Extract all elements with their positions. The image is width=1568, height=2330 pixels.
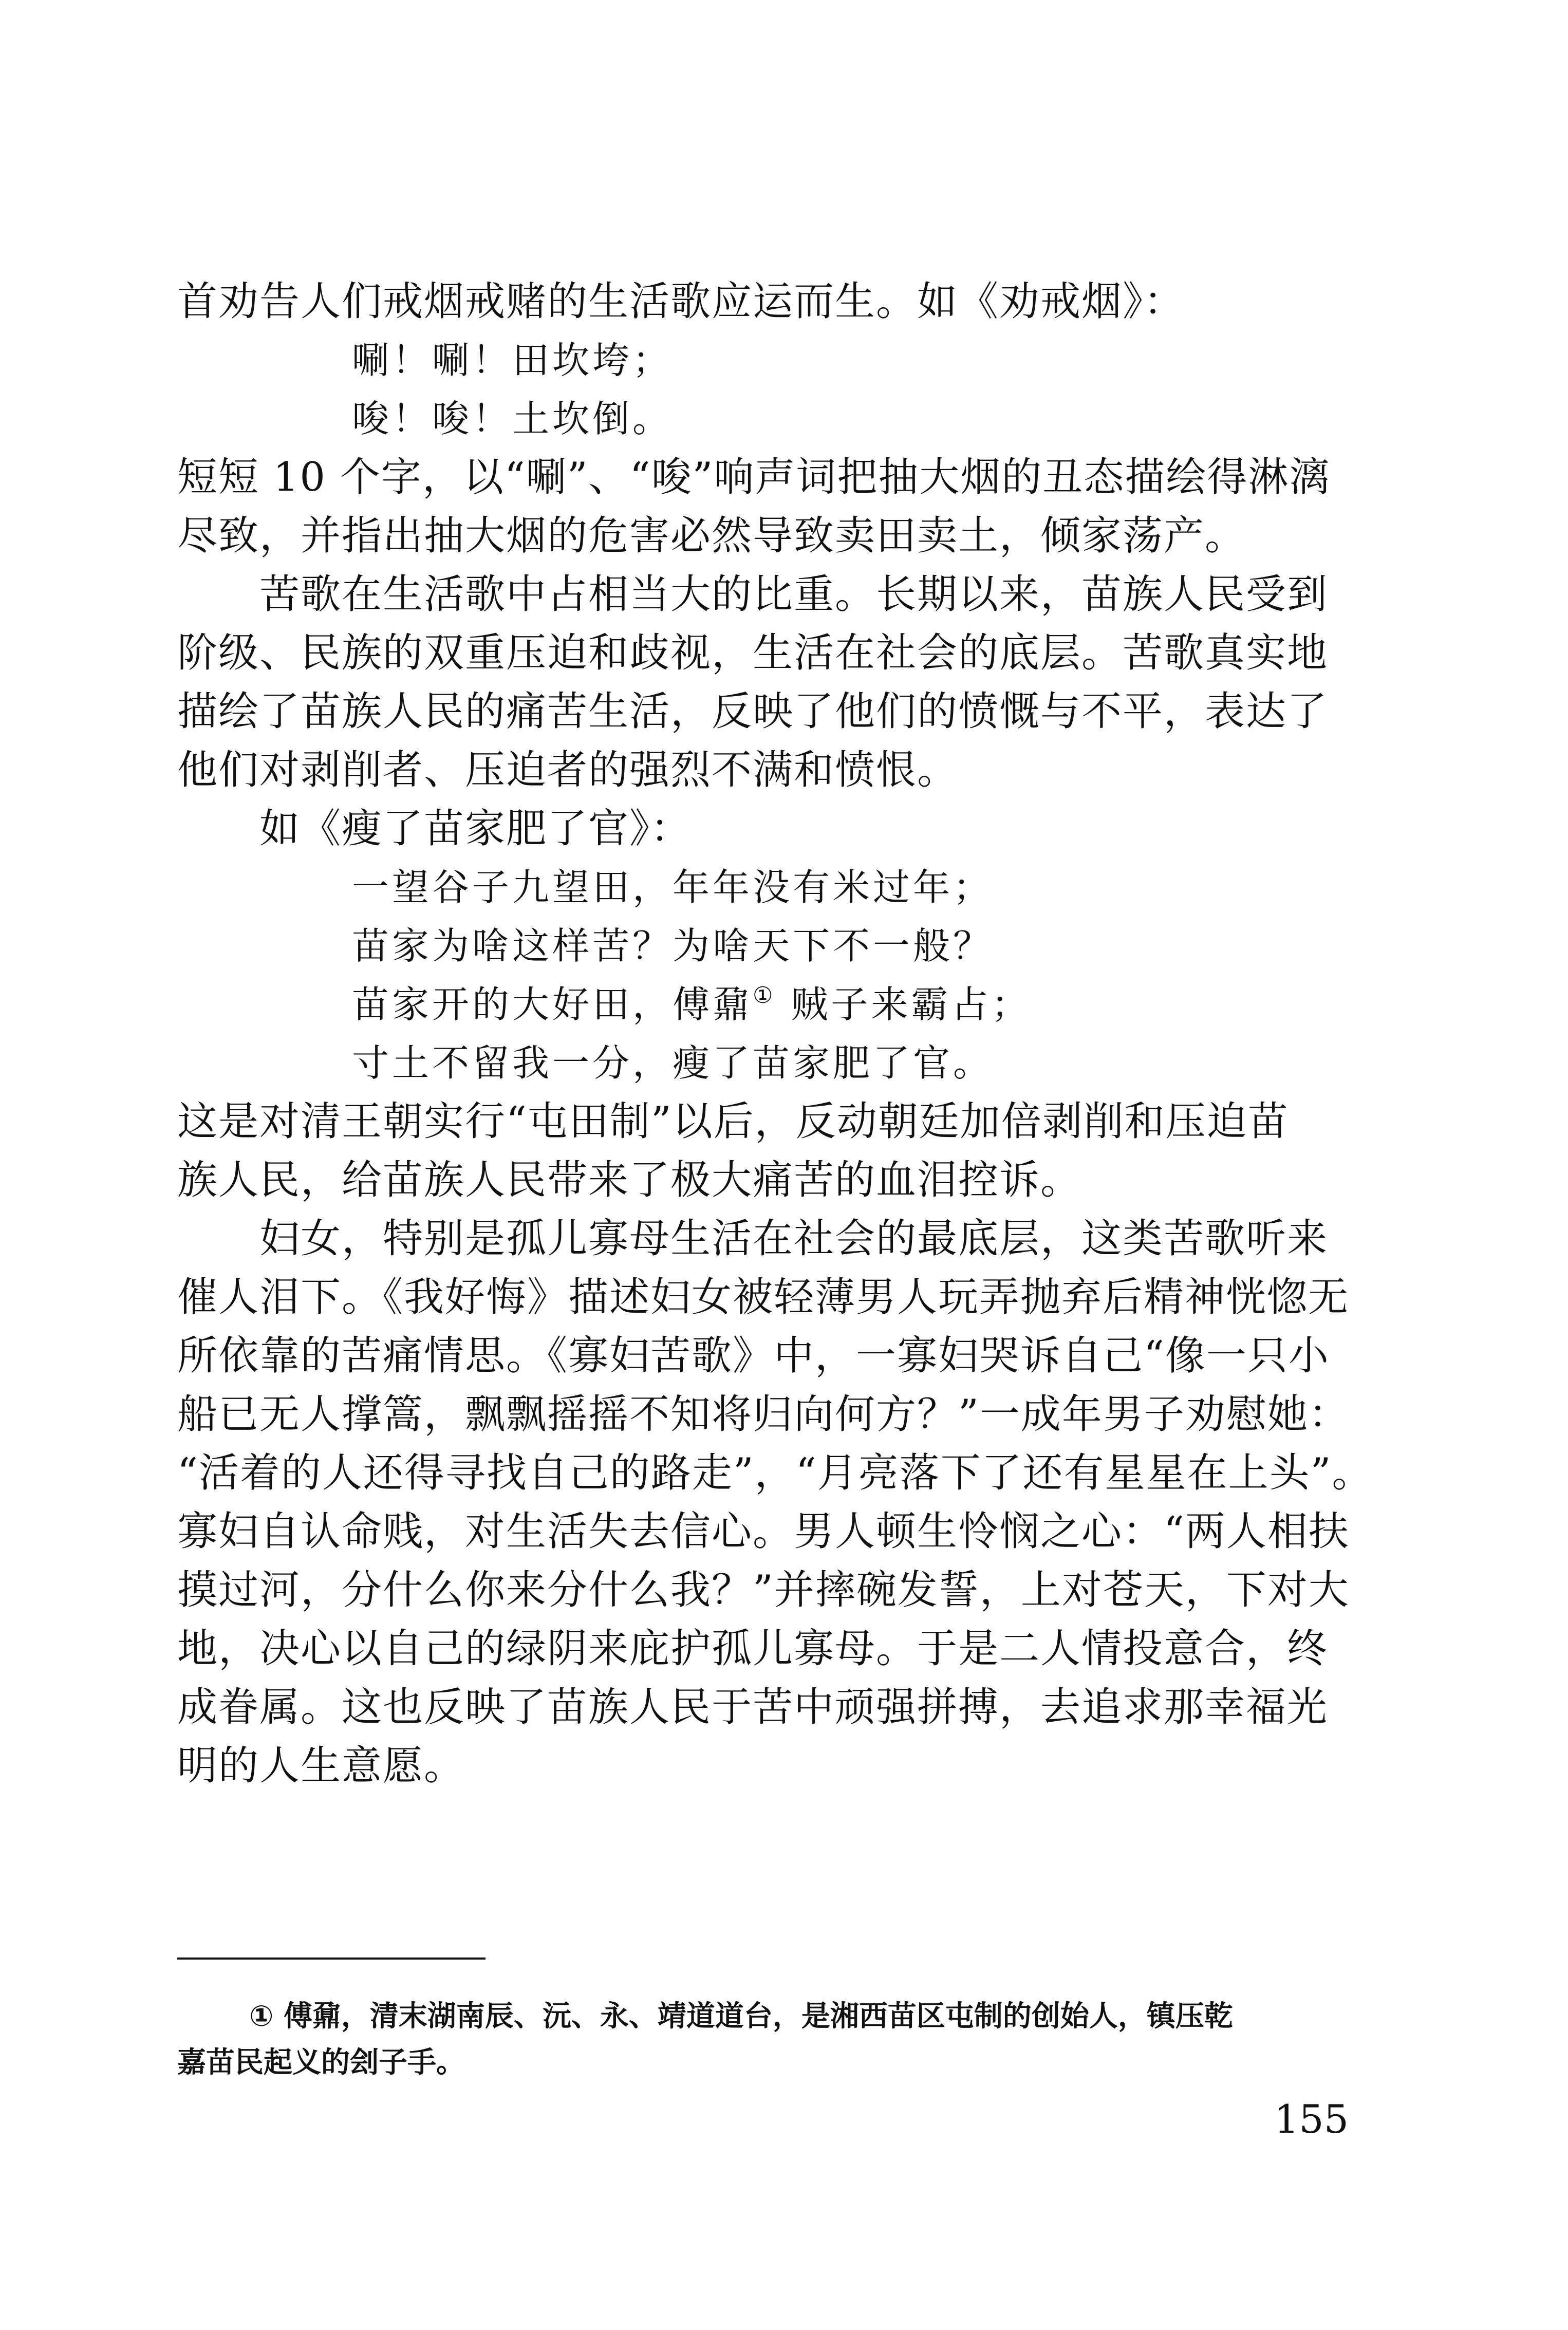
poem-line: 一望谷子九望田，年年没有米过年； <box>352 866 994 909</box>
poem-line-part: 贼子来霸占； <box>791 983 1032 1026</box>
text-line: 所依靠的苦痛情思。《寡妇苦歌》中，一寡妇哭诉自己“像一只小 <box>177 1333 1330 1379</box>
poem-line: 寸土不留我一分，瘦了苗家肥了官。 <box>352 1041 994 1085</box>
text-line: 他们对剥削者、压迫者的强烈不满和愤恨。 <box>177 747 959 793</box>
footnote-marker: ① <box>753 982 776 1009</box>
text-line: 描绘了苗族人民的痛苦生活，反映了他们的愤慨与不平，表达了 <box>177 688 1329 735</box>
text-line: 族人民，给苗族人民带来了极大痛苦的血泪控诉。 <box>177 1157 1082 1203</box>
text-line: 寡妇自认命贱，对生活失去信心。男人顿生怜悯之心：“两人相扶 <box>177 1508 1350 1555</box>
text-line: 船已无人撑篙，飘飘摇摇不知将归向何方？”一成年男子劝慰她： <box>177 1391 1350 1438</box>
poem-line-part: 苗家开的大好田，傅鼐 <box>352 983 753 1026</box>
poem-line: 唆！唆！土坎倒。 <box>352 397 673 440</box>
poem-line: 唰！唰！田坎垮； <box>352 339 673 382</box>
paragraph-start-line: 苦歌在生活歌中占相当大的比重。长期以来，苗族人民受到 <box>259 571 1329 618</box>
text-line: 明的人生意愿。 <box>177 1743 465 1789</box>
page-number: 155 <box>1274 2096 1349 2142</box>
footnote <box>177 1993 1400 2086</box>
text-line: 地，决心以自己的绿阴来庇护孤儿寡母。于是二人情投意合，终 <box>177 1626 1329 1672</box>
text-line: 尽致，并指出抽大烟的危害必然导致卖田卖土，倾家荡产。 <box>177 513 1246 559</box>
text-line: “活着的人还得寻找自己的路走”，“月亮落下了还有星星在上头”。 <box>177 1450 1373 1496</box>
text-line: 阶级、民族的双重压迫和歧视，生活在社会的底层。苦歌真实地 <box>177 630 1329 676</box>
text-line: 成眷属。这也反映了苗族人民于苦中顽强拼搏，去追求那幸福光 <box>177 1684 1329 1730</box>
text-line: 摸过河，分什么你来分什么我？”并摔碗发誓，上对苍天，下对大 <box>177 1567 1350 1613</box>
poem-line: 苗家为啥这样苦？为啥天下不一般？ <box>352 924 994 967</box>
paragraph-start-line: 妇女，特别是孤儿寡母生活在社会的最底层，这类苦歌听来 <box>259 1216 1329 1262</box>
text-line: 首劝告人们戒烟戒赌的生活歌应运而生。如《劝戒烟》： <box>177 278 1185 325</box>
text-line: 催人泪下。《我好悔》描述妇女被轻薄男人玩弄抛弃后精神恍惚无 <box>177 1274 1350 1320</box>
paragraph-start-line: 如《瘦了苗家肥了官》： <box>259 806 692 852</box>
text-line: 这是对清王朝实行“屯田制”以后，反动朝廷加倍剥削和压迫苗 <box>177 1098 1289 1145</box>
text-line: 短短 10 个字，以“唰”、“唆”响声词把抽大烟的丑态描绘得淋漓 <box>177 454 1331 500</box>
poem-line <box>177 975 1400 1034</box>
footnote-line: 嘉苗民起义的刽子手。 <box>177 2046 465 2079</box>
main-text <box>177 272 1400 1795</box>
footnote-line: ① 傅鼐，清末湖南辰、沅、永、靖道道台，是湘西苗区屯制的创始人，镇压乾 <box>249 2000 1233 2033</box>
footnote-divider <box>177 1958 486 1960</box>
